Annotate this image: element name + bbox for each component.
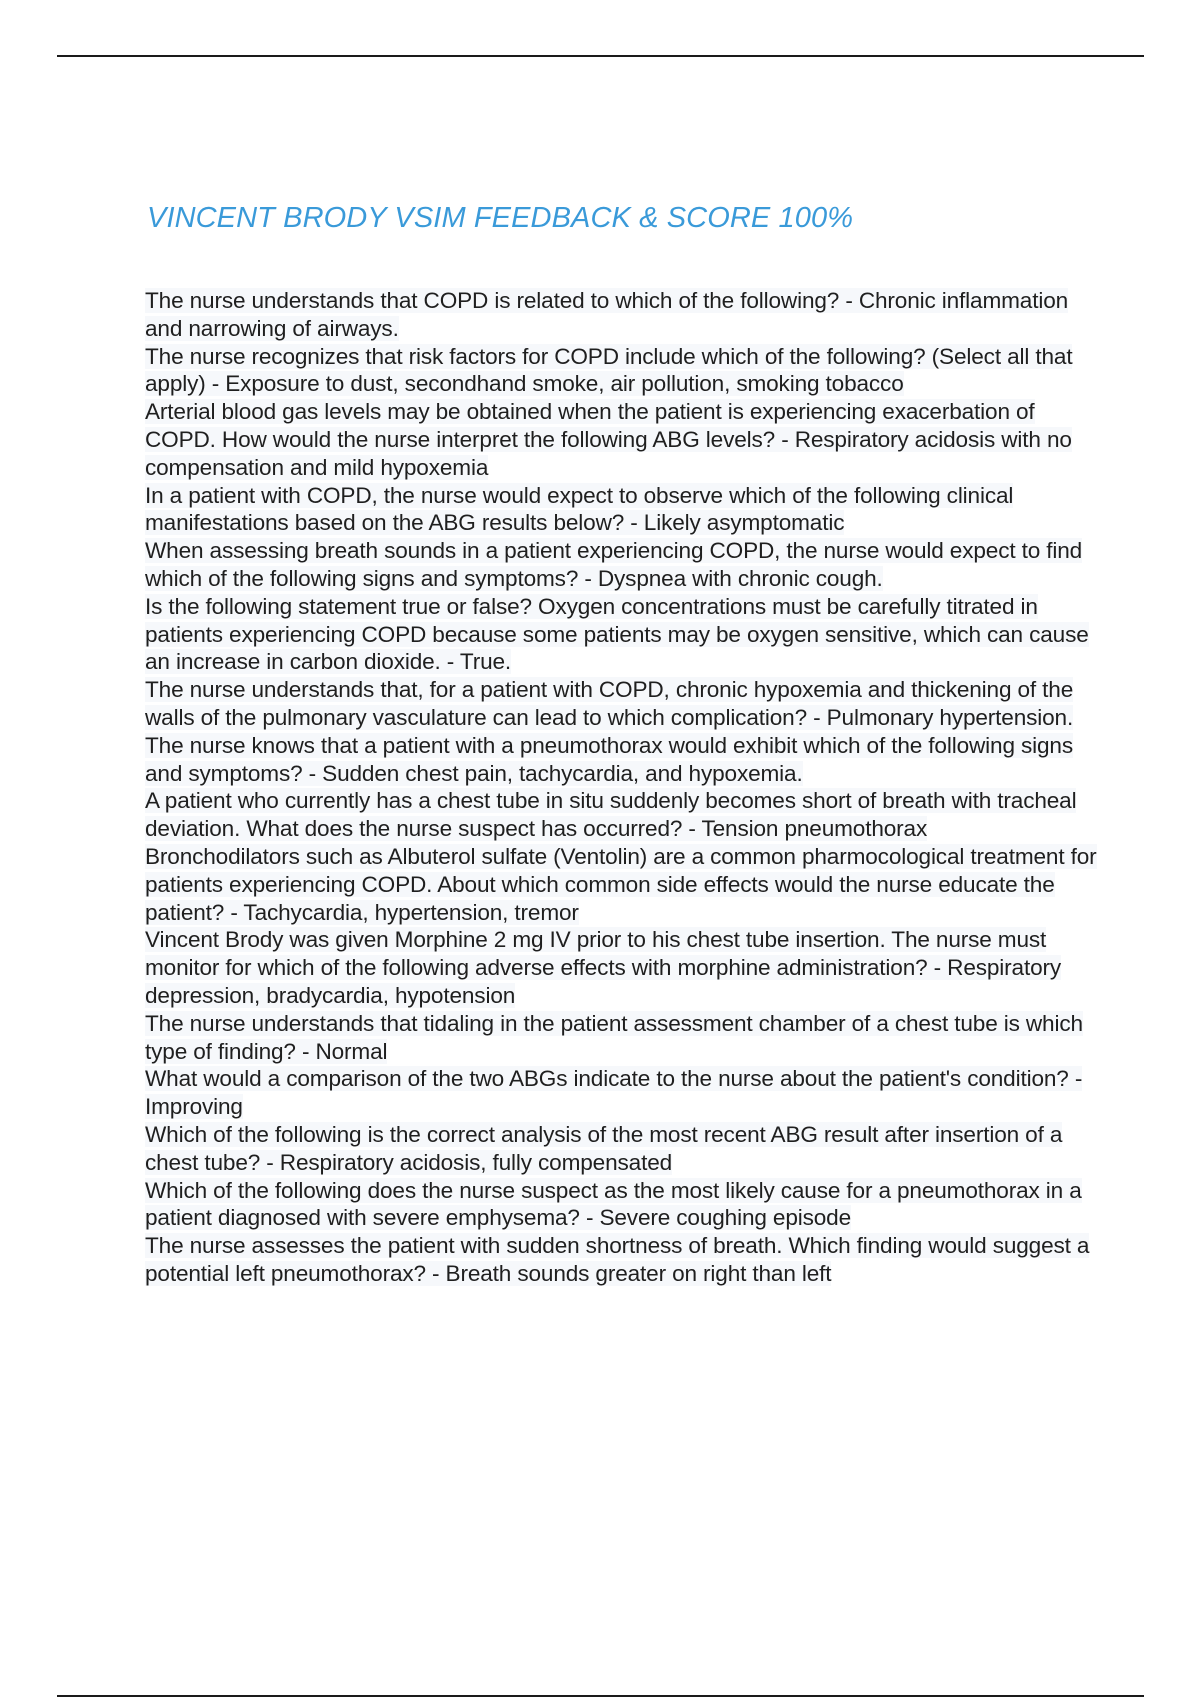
footer-rule [57,1695,1144,1697]
qa-item [145,1121,1105,1177]
qa-text: Is the following statement true or false? Oxygen concentrations must be carefully titrated in patients experiencing COPD because some patients may be oxygen sensitive, which can cause an increase in carbon dioxide. - True. [145,593,1089,675]
qa-item [145,537,1105,593]
qa-text: The nurse assesses the patient with sudden shortness of breath. Which finding would suggest a potential left pneumothorax? - Breath sounds greater on right than left [145,1233,1090,1286]
qa-item [145,926,1105,1009]
qa-text: What would a comparison of the two ABGs indicate to the nurse about the patient's condition? - Improving [145,1066,1083,1120]
qa-text: The nurse recognizes that risk factors for COPD include which of the following? (Select all that apply) - Exposure to dust, secondhand smoke, air pollution, smoking tobacco [145,343,1073,397]
qa-list [145,287,1105,1288]
qa-text: A patient who currently has a chest tube in situ suddenly becomes short of breath with tracheal deviation. What does the nurse suspect has occurred? - Tension pneumothorax [145,788,1077,842]
qa-item [145,593,1105,676]
header-rule [57,55,1144,57]
qa-item [145,1177,1105,1233]
qa-text: In a patient with COPD, the nurse would expect to observe which of the following clinical manifestations based on the ABG results below? - Likely asymptomatic [145,482,1014,536]
qa-text: The nurse understands that tidaling in the patient assessment chamber of a chest tube is which type of finding? - Normal [145,1010,1083,1064]
qa-text: Arterial blood gas levels may be obtained when the patient is experiencing exacerbation of COPD. How would the nurse interpret the following ABG levels? - Respiratory acidosis with no compensation and mild hypoxemia [145,399,1072,480]
qa-item [145,398,1105,481]
qa-text: The nurse understands that, for a patient with COPD, chronic hypoxemia and thickening of the walls of the pulmonary vasculature can lead to which complication? - Pulmonary hypertension. [145,677,1074,730]
qa-item [145,482,1105,538]
qa-item [145,287,1105,343]
qa-item [145,676,1105,732]
qa-text: Which of the following is the correct analysis of the most recent ABG result after insertion of a chest tube? - Respiratory acidosis, fully compensated [145,1121,1063,1175]
qa-text: The nurse understands that COPD is related to which of the following? - Chronic inflammation and narrowing of airways. [145,288,1069,341]
qa-text: Which of the following does the nurse suspect as the most likely cause for a pneumothorax in a patient diagnosed with severe emphysema? - Severe coughing episode [145,1177,1082,1231]
qa-item [145,787,1105,843]
qa-item [145,843,1105,926]
qa-item [145,1010,1105,1066]
qa-text: Vincent Brody was given Morphine 2 mg IV prior to his chest tube insertion. The nurse must monitor for which of the following adverse effects with morphine administration? - Respiratory depression, bradycardia, hypotension [145,927,1062,1008]
qa-text: Bronchodilators such as Albuterol sulfate (Ventolin) are a common pharmocological treatment for patients experiencing COPD. About which common side effects would the nurse educate the patient? - Tachycardia, hypertension, tremor [145,843,1097,925]
qa-text: The nurse knows that a patient with a pneumothorax would exhibit which of the following signs and symptoms? - Sudden chest pain, tachycardia, and hypoxemia. [145,732,1073,786]
qa-text: When assessing breath sounds in a patient experiencing COPD, the nurse would expect to find which of the following signs and symptoms? - Dyspnea with chronic cough. [145,538,1083,591]
qa-item [145,343,1105,399]
qa-item [145,1232,1105,1288]
qa-item [145,1065,1105,1121]
document-title: VINCENT BRODY VSIM FEEDBACK & SCORE 100% [147,202,854,234]
qa-item [145,732,1105,788]
